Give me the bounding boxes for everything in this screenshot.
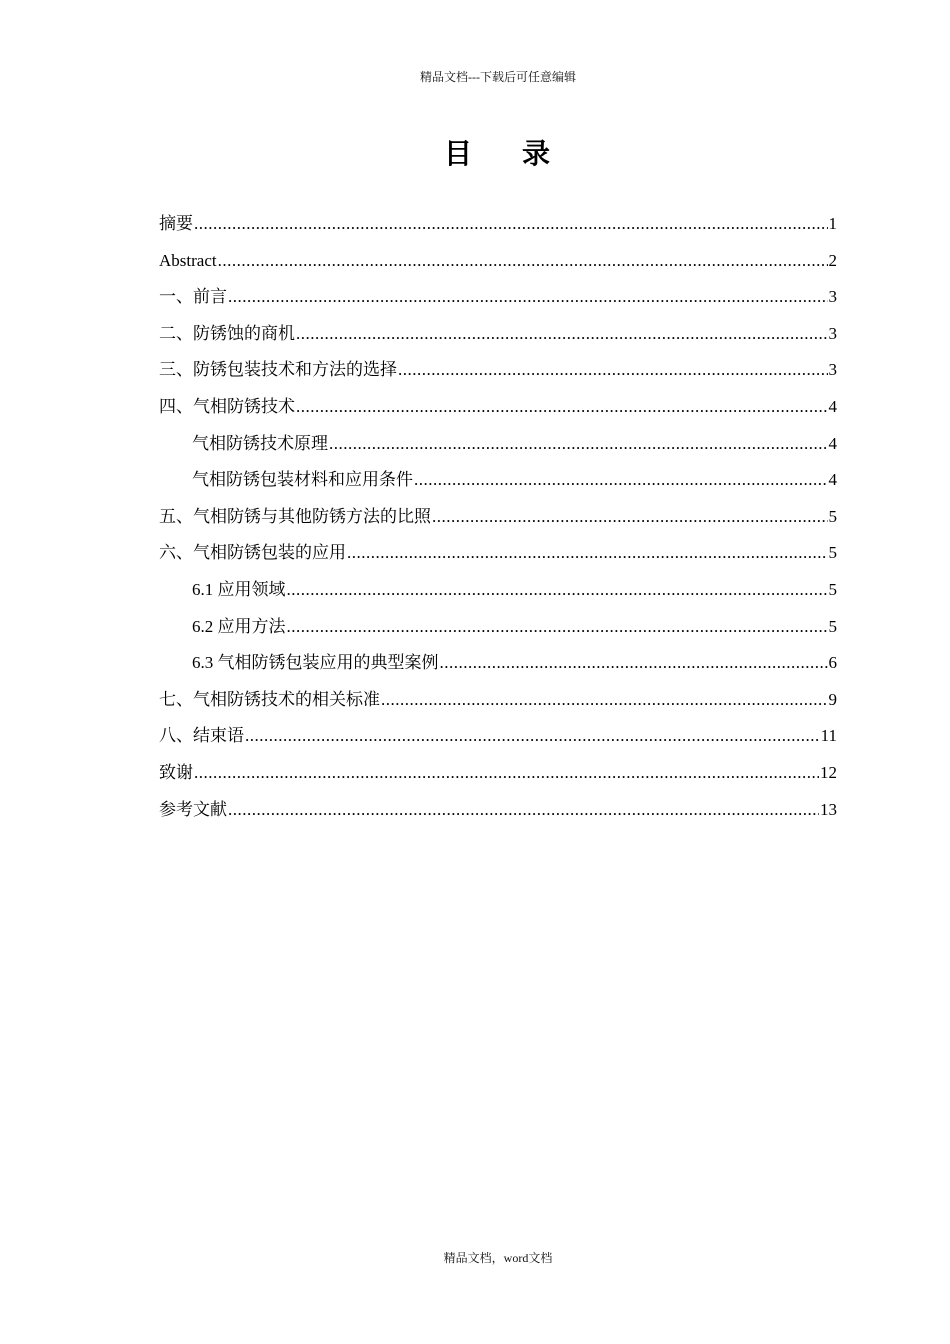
toc-entry-label: 六、气相防锈包装的应用 (159, 543, 346, 563)
toc-subentry[interactable] (159, 426, 837, 463)
toc-entry-label: 参考文献 (159, 799, 227, 819)
toc-dot-leader (287, 609, 828, 646)
toc-entry-page: 6 (828, 653, 837, 673)
toc-entry[interactable] (159, 243, 837, 280)
toc-subentry[interactable] (159, 572, 837, 609)
toc-entry-page: 9 (828, 689, 837, 709)
toc-dot-leader (398, 352, 828, 389)
table-of-contents (159, 206, 837, 828)
toc-entry-page: 5 (828, 579, 837, 599)
toc-entry[interactable] (159, 499, 837, 536)
toc-entry-label: Abstract (159, 250, 217, 270)
toc-entry-page: 4 (828, 396, 837, 416)
toc-entry[interactable] (159, 206, 837, 243)
toc-dot-leader (296, 316, 828, 353)
toc-dot-leader (347, 535, 828, 572)
page-footer: 精品文档，word文档 (443, 1251, 553, 1265)
toc-entry-label: 七、气相防锈技术的相关标准 (159, 689, 380, 709)
toc-entry-page: 3 (828, 323, 837, 343)
toc-dot-leader (414, 462, 828, 499)
toc-entry-page: 12 (820, 762, 837, 782)
toc-entry-label: 致谢 (159, 762, 193, 782)
toc-entry-page: 11 (820, 726, 837, 746)
toc-entry-label: 三、防锈包装技术和方法的选择 (159, 360, 397, 380)
toc-dot-leader (440, 645, 828, 682)
page-title-part2: 录 (522, 139, 553, 170)
toc-entry-label: 五、气相防锈与其他防锈方法的比照 (159, 506, 431, 526)
toc-entry-label: 四、气相防锈技术 (159, 396, 295, 416)
toc-dot-leader (218, 243, 828, 280)
page-title-part1: 目 (443, 139, 474, 170)
toc-dot-leader (245, 718, 820, 755)
toc-entry-page: 5 (828, 506, 837, 526)
toc-entry-page: 4 (828, 470, 837, 490)
toc-dot-leader (194, 755, 819, 792)
toc-subentry[interactable] (159, 645, 837, 682)
toc-entry[interactable] (159, 682, 837, 719)
toc-entry[interactable] (159, 755, 837, 792)
toc-entry-label: 气相防锈技术原理 (192, 433, 328, 453)
toc-dot-leader (287, 572, 828, 609)
toc-entry[interactable] (159, 389, 837, 426)
toc-dot-leader (329, 426, 828, 463)
page-header: 精品文档---下载后可任意编辑 (420, 70, 576, 84)
toc-entry[interactable] (159, 718, 837, 755)
toc-entry-page: 2 (828, 250, 837, 270)
toc-entry-label: 八、结束语 (159, 726, 244, 746)
toc-subentry[interactable] (159, 609, 837, 646)
page-title (0, 132, 950, 172)
toc-dot-leader (381, 682, 828, 719)
toc-entry-label: 6.1 应用领域 (192, 579, 286, 599)
toc-entry[interactable] (159, 279, 837, 316)
toc-entry-label: 二、防锈蚀的商机 (159, 323, 295, 343)
toc-entry[interactable] (159, 535, 837, 572)
toc-entry[interactable] (159, 352, 837, 389)
toc-dot-leader (432, 499, 828, 536)
toc-entry-page: 5 (828, 616, 837, 636)
toc-entry-label: 摘要 (159, 214, 193, 233)
toc-entry-label: 6.3 气相防锈包装应用的典型案例 (192, 653, 439, 673)
toc-entry-page: 3 (828, 360, 837, 380)
toc-entry-label: 气相防锈包装材料和应用条件 (192, 470, 413, 490)
toc-entry-page: 5 (828, 543, 837, 563)
toc-entry-label: 6.2 应用方法 (192, 616, 286, 636)
toc-entry-page: 13 (820, 799, 837, 819)
toc-dot-leader (228, 279, 828, 316)
toc-dot-leader (228, 792, 819, 829)
toc-entry-page: 1 (828, 214, 837, 233)
toc-entry-label: 一、前言 (159, 287, 227, 307)
toc-entry[interactable] (159, 792, 837, 829)
toc-entry-page: 4 (828, 433, 837, 453)
toc-entry-page: 3 (828, 287, 837, 307)
toc-subentry[interactable] (159, 462, 837, 499)
toc-entry[interactable] (159, 316, 837, 353)
toc-dot-leader (296, 389, 828, 426)
toc-dot-leader (194, 206, 828, 243)
